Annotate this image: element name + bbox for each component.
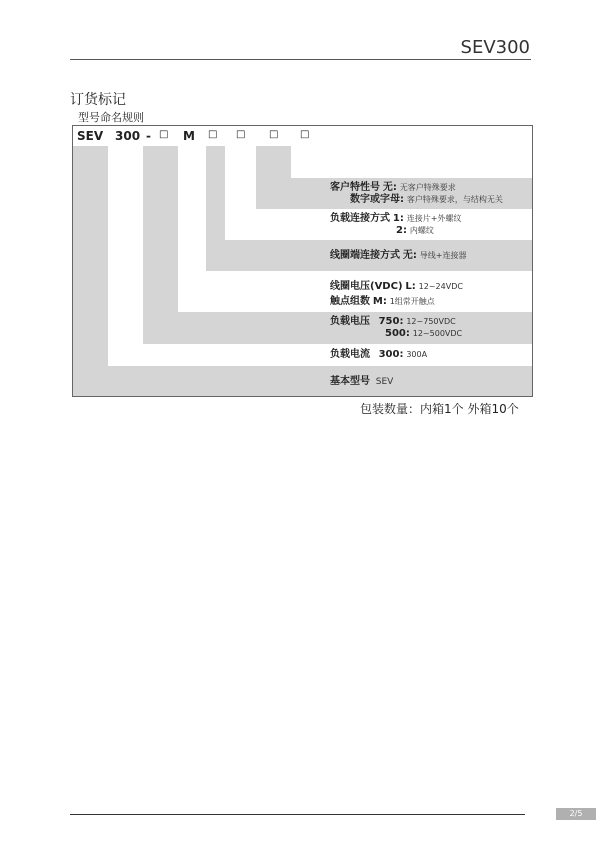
column-load-current — [108, 146, 143, 344]
column-coil-voltage — [206, 146, 225, 271]
column-contacts — [178, 146, 206, 292]
band-customer: 客户特性号 无: 无客户特殊要求 数字或字母: 客户特殊要求，与结构无关 — [291, 178, 533, 209]
section-title: 订货标记 — [70, 92, 126, 108]
section-subtitle: 型号命名规则 — [78, 111, 144, 124]
code-part-series: SEV — [77, 129, 104, 143]
code-part-voltage-box: □ — [159, 129, 169, 140]
column-load-voltage — [143, 146, 178, 312]
band-coil-voltage: 线圈电压(VDC) L: 12~24VDC — [206, 271, 533, 302]
code-part-coil-conn-box: □ — [236, 129, 246, 140]
code-part-contacts: M — [183, 129, 195, 143]
model-code-row — [73, 126, 533, 146]
code-part-coil-voltage-box: □ — [208, 129, 218, 140]
band-load-connection: 负载连接方式 1: 连接片+外螺纹 2: 内螺纹 — [256, 209, 533, 240]
band-coil-connection: 线圈端连接方式 无: 导线+连接器 — [225, 240, 533, 271]
packaging-quantity: 包装数量：内箱1个 外箱10个 — [360, 402, 519, 416]
column-coil-connection — [225, 146, 256, 240]
code-part-customer-box: □ — [300, 129, 310, 140]
band-contacts: 触点组数 M: 1组常开触点 — [178, 292, 533, 312]
model-naming-diagram — [72, 125, 533, 397]
code-part-dash: - — [146, 129, 151, 143]
footer-divider — [70, 814, 525, 815]
column-base-model — [73, 146, 108, 366]
page-number-badge: 2/5 — [556, 808, 596, 820]
header-divider — [70, 59, 531, 60]
code-part-current: 300 — [115, 129, 141, 143]
document-model-title: SEV300 — [460, 37, 530, 58]
column-customer — [291, 146, 329, 178]
code-part-load-conn-box: □ — [269, 129, 279, 140]
band-load-voltage: 负载电压 750: 12~750VDC 500: 12~500VDC — [143, 312, 533, 344]
band-load-current: 负载电流 300: 300A — [108, 344, 533, 366]
band-base-model: 基本型号 SEV — [73, 366, 533, 397]
column-load-connection — [256, 146, 291, 209]
